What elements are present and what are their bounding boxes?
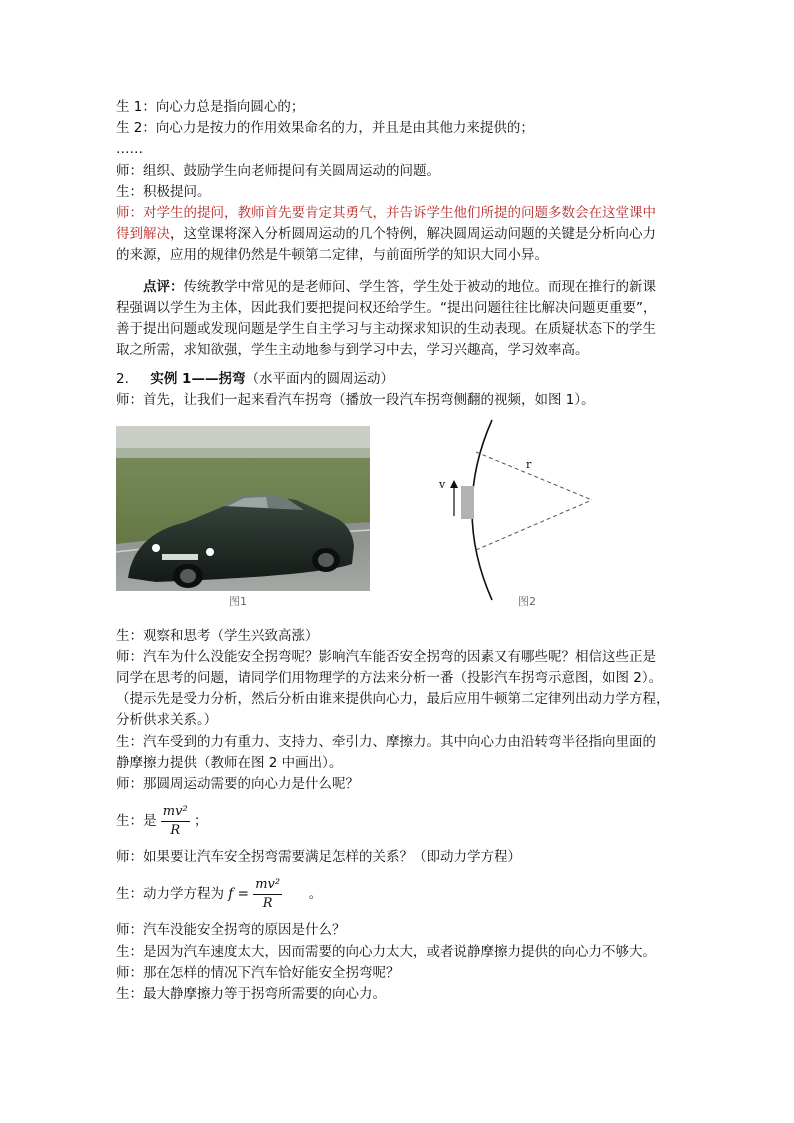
text-line: 师：首先，让我们一起来看汽车拐弯（播放一段汽车拐弯侧翻的视频，如图 1）。 bbox=[116, 392, 595, 409]
comment-label: 点评： bbox=[143, 278, 184, 295]
text-line: 生：观察和思考（学生兴致高涨） bbox=[116, 627, 319, 644]
text-line: （提示先是受力分析，然后分析由谁来提供向心力，最后应用牛顿第二定律列出动力学方程， bbox=[116, 691, 670, 708]
highlighted-text-line: 师：对学生的提问，教师首先要肯定其勇气，并告诉学生他们所提的问题多数会在这堂课中 bbox=[116, 204, 656, 221]
formula-prefix: 生：是 bbox=[116, 813, 157, 830]
text: ，这堂课将深入分析圆周运动的几个特例，解决圆周运动问题的关键是分析向心力 bbox=[170, 226, 656, 243]
road-curve bbox=[472, 420, 492, 600]
fraction-denominator: R bbox=[262, 895, 273, 911]
radius-label: r bbox=[526, 457, 532, 471]
comment-paragraph bbox=[116, 277, 688, 362]
figure2-caption: 图2 bbox=[518, 594, 536, 608]
text-line: 生：是因为汽车速度太大，因而需要的向心力太大，或者说静摩擦力提供的向心力不够大。 bbox=[116, 943, 656, 960]
text-line: 生 2：向心力是按力的作用效果命名的力，并且是由其他力来提供的； bbox=[116, 120, 534, 137]
text-line: 的来源，应用的规律仍然是牛顿第二定律，与前面所学的知识大同小异。 bbox=[116, 247, 548, 264]
text-line: 师：那在怎样的情况下汽车恰好能安全拐弯呢？ bbox=[116, 964, 400, 981]
section-heading bbox=[116, 369, 688, 390]
formula-prefix: 生：动力学方程为 bbox=[116, 886, 224, 903]
formula-line bbox=[116, 795, 688, 847]
dialogue-top bbox=[116, 97, 688, 267]
text-line: 分析供求关系。） bbox=[116, 712, 218, 729]
radius-line bbox=[476, 452, 592, 500]
document-page bbox=[116, 97, 688, 1005]
section-subtitle: （水平面内的圆周运动） bbox=[245, 371, 394, 388]
fraction-numerator: mv² bbox=[161, 803, 190, 822]
text-line: 生：最大静摩擦力等于拐弯所需要的向心力。 bbox=[116, 985, 386, 1002]
car-photo-drawing bbox=[116, 426, 370, 591]
section-title: 实例 1——拐弯 bbox=[150, 371, 246, 388]
text-line: 静摩擦力提供（教师在图 2 中画出）。 bbox=[116, 754, 343, 771]
figure1-caption: 图1 bbox=[229, 594, 247, 608]
formula-suffix: 。 bbox=[308, 886, 323, 903]
figure-row bbox=[116, 418, 688, 626]
text-line: 同学在思考的问题，请同学们用物理学的方法来分析一番（投影汽车拐弯示意图，如图 2）。 bbox=[116, 670, 663, 686]
velocity-arrowhead bbox=[450, 480, 458, 488]
dialogue-end bbox=[116, 920, 688, 1005]
fraction bbox=[161, 803, 190, 840]
fraction bbox=[253, 876, 282, 913]
radius-line bbox=[476, 500, 592, 550]
car-block bbox=[461, 486, 474, 519]
velocity-label: v bbox=[439, 477, 446, 491]
comment-line: 程强调以学生为主体，因此我们要把提问权还给学生。“提出问题往往比解决问题更重要”， bbox=[116, 299, 657, 316]
dialogue-mid bbox=[116, 626, 688, 796]
section-number: 2. bbox=[116, 371, 129, 388]
text-line: 师：组织、鼓励学生向老师提问有关圆周运动的问题。 bbox=[116, 162, 440, 179]
text-line: 师：汽车为什么没能安全拐弯呢？影响汽车能否安全拐弯的因素又有哪些呢？相信这些正是 bbox=[116, 648, 656, 665]
curve-diagram-drawing bbox=[434, 418, 604, 603]
formula-lhs: f = bbox=[228, 886, 249, 903]
formula-suffix: ； bbox=[193, 813, 208, 830]
text-line bbox=[116, 224, 688, 245]
comment-line: 传统教学中常见的是老师问、学生答，学生处于被动的地位。而现在推行的新课 bbox=[183, 278, 656, 295]
car-photo bbox=[116, 426, 370, 591]
text-line: 师：汽车没能安全拐弯的原因是什么？ bbox=[116, 922, 346, 939]
comment-line: 取之所需，求知欲强，学生主动地参与到学习中去，学习兴趣高，学习效率高。 bbox=[116, 342, 589, 359]
text-line: …… bbox=[116, 141, 143, 158]
formula-line bbox=[116, 868, 688, 920]
highlighted-text: 得到解决 bbox=[116, 226, 170, 243]
text-line: 师：如果要让汽车安全拐弯需要满足怎样的关系？（即动力学方程） bbox=[116, 849, 521, 866]
text-line: 生：积极提问。 bbox=[116, 183, 211, 200]
text-line: 师：那圆周运动需要的向心力是什么呢？ bbox=[116, 775, 359, 792]
text-line: 生：汽车受到的力有重力、支持力、牵引力、摩擦力。其中向心力由沿转弯半径指向里面的 bbox=[116, 733, 656, 750]
comment-line: 善于提出问题或发现问题是学生自主学习与主动探求知识的生动表现。在质疑状态下的学生 bbox=[116, 320, 656, 337]
curve-diagram bbox=[434, 418, 604, 603]
fraction-denominator: R bbox=[170, 822, 181, 838]
text-line: 生 1：向心力总是指向圆心的； bbox=[116, 99, 305, 115]
fraction-numerator: mv² bbox=[253, 876, 282, 895]
